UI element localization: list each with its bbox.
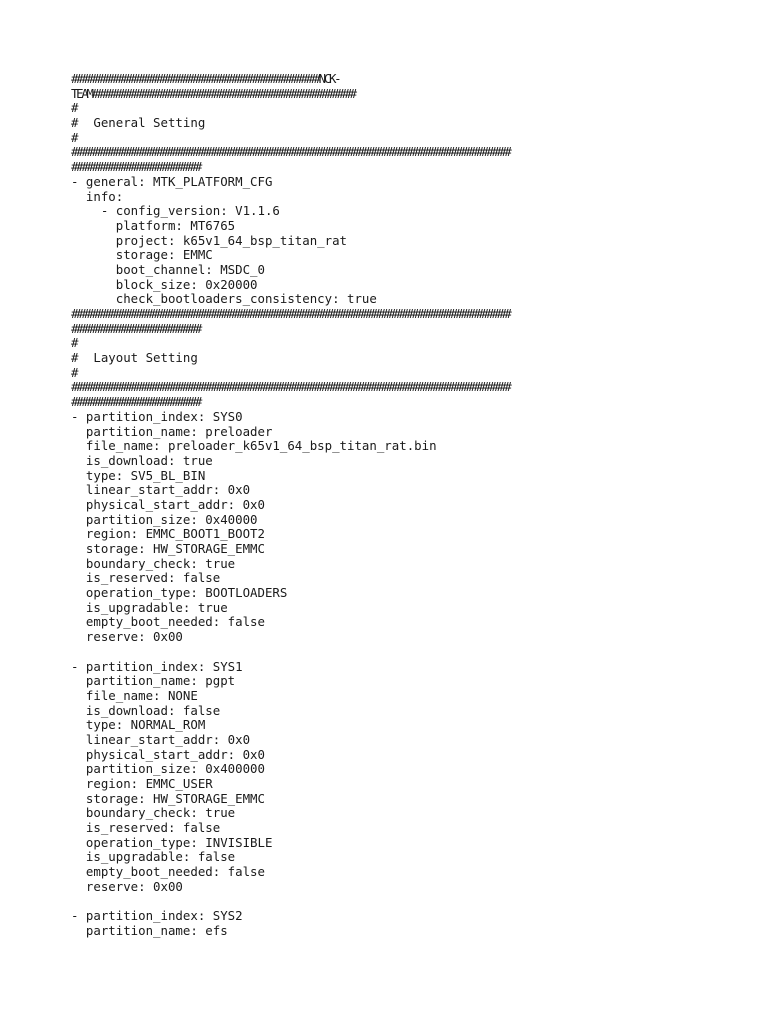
text-line: storage: HW_STORAGE_EMMC (71, 541, 265, 556)
text-line: - partition_index: SYS0 (71, 408, 243, 424)
text-line: ######################### (71, 159, 200, 175)
text-line: info: (71, 188, 124, 204)
text-line: partition_name: efs (71, 922, 228, 938)
text-line: block_size: 0x20000 (71, 276, 258, 292)
text-line: physical_start_addr: 0x0 (71, 496, 265, 512)
text-line: is_download: true (71, 452, 213, 468)
text-line: TEAM################################################### (71, 85, 355, 101)
text-line: boundary_check: true (71, 805, 236, 821)
text-line: - general: MTK_PLATFORM_CFG (71, 173, 273, 189)
text-line: region: EMMC_USER (71, 776, 213, 791)
text-line: region: EMMC_BOOT1_BOOT2 (71, 526, 265, 542)
text-line: # Layout Setting (71, 350, 198, 366)
text-line: is_upgradable: false (71, 849, 236, 865)
text-line: ##################################################################################### (71, 144, 510, 160)
text-line: - config_version: V1.1.6 (71, 203, 280, 219)
text-line: is_upgradable: true (71, 599, 228, 615)
text-line: ##################################################################################### (71, 306, 510, 321)
text-line: project: k65v1_64_bsp_titan_rat (71, 232, 348, 248)
text-line: ################################################NCK- (71, 71, 340, 86)
text-line: # (71, 100, 79, 116)
text-line: boot_channel: MSDC_0 (71, 261, 265, 277)
text-line: # (71, 129, 79, 145)
text-line: empty_boot_needed: false (71, 864, 265, 880)
text-line: boundary_check: true (71, 555, 236, 571)
text-line: is_reserved: false (71, 820, 221, 836)
text-line: partition_size: 0x400000 (71, 761, 265, 777)
text-line (71, 645, 711, 660)
text-line: # (71, 335, 79, 351)
text-line: # (71, 364, 79, 380)
text-line (71, 895, 711, 910)
text-line: is_download: false (71, 702, 221, 718)
text-line: partition_name: pgpt (71, 673, 236, 689)
text-line: file_name: preloader_k65v1_64_bsp_titan_rat.bin (71, 438, 437, 454)
text-line: reserve: 0x00 (71, 629, 183, 645)
text-line: type: NORMAL_ROM (71, 717, 206, 733)
text-line: type: SV5_BL_BIN (71, 467, 206, 483)
text-line: file_name: NONE (71, 687, 198, 703)
text-line: linear_start_addr: 0x0 (71, 731, 251, 747)
text-line: storage: EMMC (71, 247, 213, 263)
text-line: reserve: 0x00 (71, 878, 183, 894)
text-line: storage: HW_STORAGE_EMMC (71, 790, 265, 806)
text-line: # General Setting (71, 115, 206, 131)
text-line: platform: MT6765 (71, 217, 236, 233)
text-line: - partition_index: SYS1 (71, 658, 243, 674)
text-line: ######################### (71, 320, 200, 336)
text-line: check_bootloaders_consistency: true (71, 291, 377, 307)
text-line: ##################################################################################### (71, 379, 510, 395)
text-line: ######################### (71, 394, 200, 410)
text-line: - partition_index: SYS2 (71, 908, 243, 924)
text-line: operation_type: BOOTLOADERS (71, 585, 288, 601)
text-line: is_reserved: false (71, 570, 221, 586)
text-line: empty_boot_needed: false (71, 614, 265, 630)
text-line: partition_size: 0x40000 (71, 511, 258, 527)
text-line: physical_start_addr: 0x0 (71, 746, 265, 762)
text-line: partition_name: preloader (71, 423, 273, 439)
text-line: operation_type: INVISIBLE (71, 834, 273, 850)
scatter-file-text (71, 72, 711, 939)
text-line: linear_start_addr: 0x0 (71, 482, 251, 498)
